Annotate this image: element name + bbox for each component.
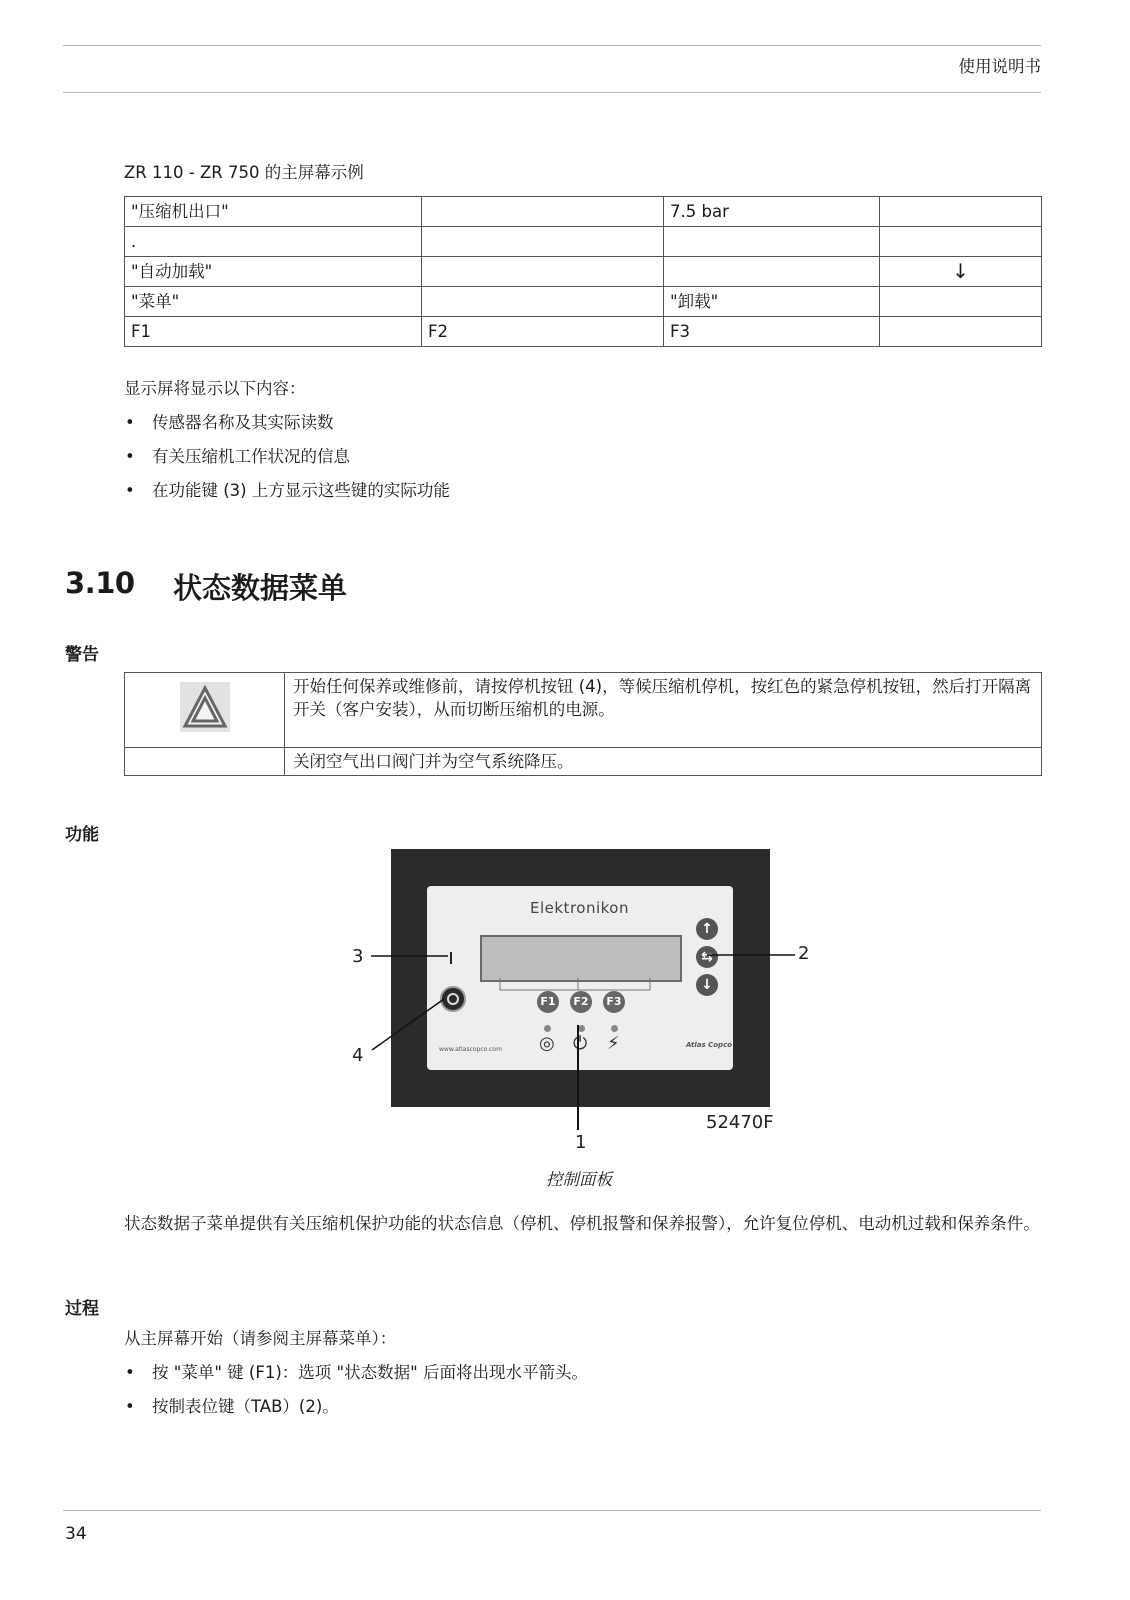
- function-description: 状态数据子菜单提供有关压缩机保护功能的状态信息（停机、停机报警和保养报警），允许复位停机、电动机过载和保养条件。: [124, 1214, 1040, 1233]
- table-cell: F3: [664, 317, 880, 347]
- figure-code: 52470F: [706, 1112, 774, 1133]
- list-item: • 按 "菜单" 键 (F1)：选项 "状态数据" 后面将出现水平箭头。: [124, 1362, 588, 1396]
- table-cell: "卸载": [664, 287, 880, 317]
- table-cell: "自动加载": [125, 257, 422, 287]
- power-icon: ⏻: [573, 1033, 588, 1054]
- warning-text: 关闭空气出口阀门并为空气系统降压。: [285, 748, 1042, 776]
- procedure-intro: 从主屏幕开始（请参阅主屏幕菜单）：: [124, 1329, 397, 1348]
- panel-f2-key: F2: [570, 991, 592, 1013]
- table-cell: F2: [422, 317, 664, 347]
- page-number: 34: [65, 1524, 87, 1544]
- section-title: 状态数据菜单: [173, 571, 348, 605]
- warning-heading: 警告: [65, 645, 99, 665]
- panel-brand-logo: Elektronikon: [530, 899, 629, 917]
- list-item: • 按制表位键（TAB）(2)。: [124, 1396, 588, 1430]
- list-item: • 在功能键 (3) 上方显示这些键的实际功能: [124, 480, 450, 514]
- table-cell: F1: [125, 317, 422, 347]
- callout-2: 2: [798, 943, 810, 964]
- table-cell: 7.5 bar: [664, 197, 880, 227]
- panel-up-key: ↑: [696, 918, 718, 940]
- list-item: • 传感器名称及其实际读数: [124, 412, 450, 446]
- table-cell: "菜单": [125, 287, 422, 317]
- figure-caption: 控制面板: [546, 1170, 612, 1189]
- procedure-steps-list: [124, 1362, 588, 1430]
- panel-f3-key: F3: [603, 991, 625, 1013]
- atlas-copco-logo: Atlas Copco: [686, 1041, 733, 1049]
- warning-text: 开始任何保养或维修前，请按停机按钮 (4)，等候压缩机停机，按红色的紧急停机按钮，然后打开隔离开关（客户安装），从而切断压缩机的电源。: [285, 673, 1042, 748]
- panel-down-key: ↓: [696, 974, 718, 996]
- section-number: 3.10: [65, 566, 135, 600]
- callout-3: 3: [352, 946, 364, 967]
- down-arrow-icon: ↓: [880, 257, 1042, 287]
- list-item: • 有关压缩机工作状况的信息: [124, 446, 450, 480]
- procedure-heading: 过程: [65, 1299, 99, 1319]
- panel-website: www.atlascopco.com: [439, 1046, 502, 1053]
- header-title: 使用说明书: [958, 57, 1041, 76]
- table-cell: .: [125, 227, 422, 257]
- screen-example-caption: ZR 110 - ZR 750 的主屏幕示例: [124, 163, 364, 182]
- function-heading: 功能: [65, 825, 99, 845]
- panel-tab-key: ⇆: [696, 946, 718, 968]
- lightning-icon: ⚡: [607, 1033, 620, 1054]
- footer-rule: [63, 1510, 1041, 1511]
- callout-4: 4: [352, 1045, 364, 1066]
- callout-1: 1: [575, 1132, 587, 1153]
- panel-f1-key: F1: [537, 991, 559, 1013]
- automatic-operation-icon: ◎: [539, 1033, 555, 1054]
- display-intro: 显示屏将显示以下内容：: [124, 379, 306, 398]
- table-cell: "压缩机出口": [125, 197, 422, 227]
